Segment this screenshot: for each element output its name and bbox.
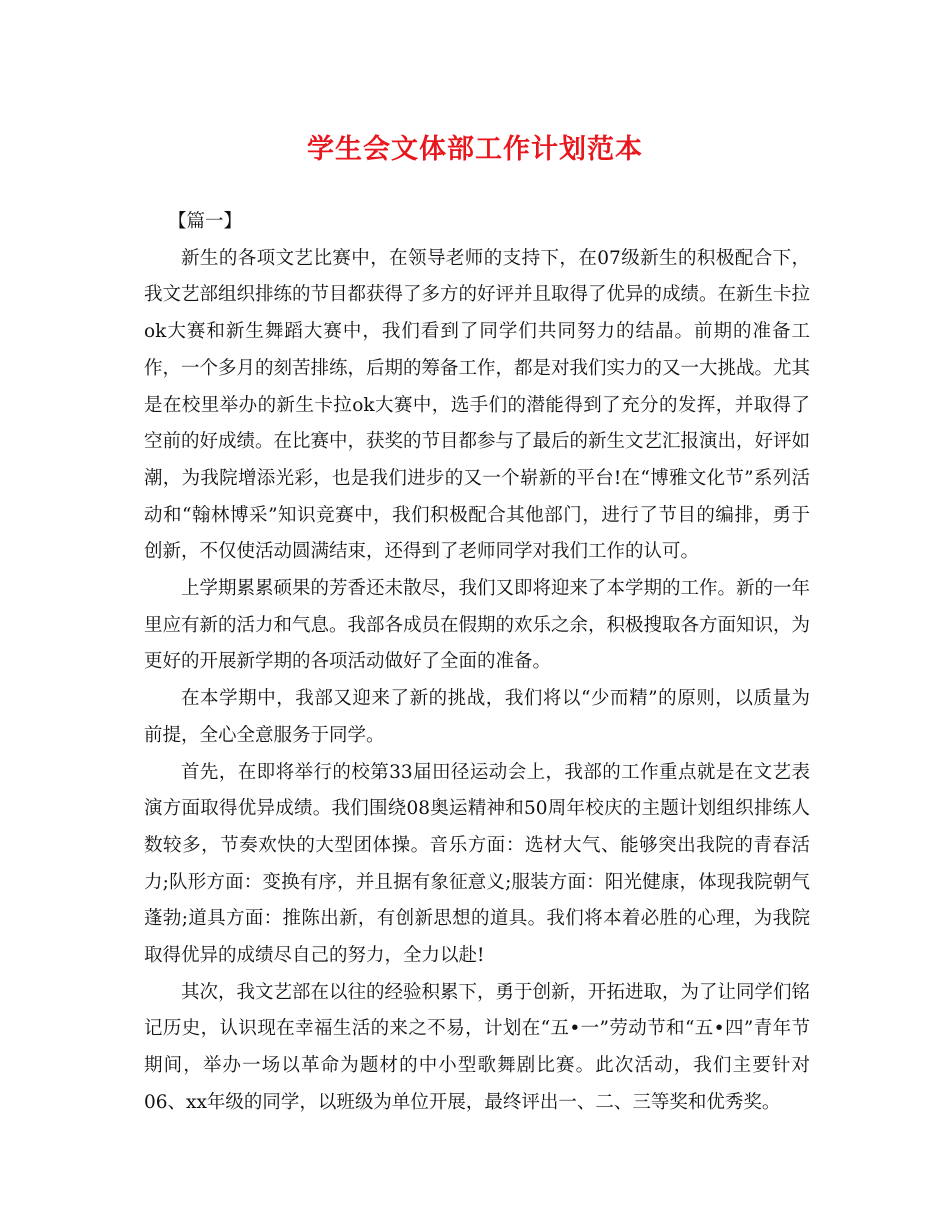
paragraph: 其次，我文艺部在以往的经验积累下，勇于创新，开拓进取，为了让同学们铭记历史，认识现在幸福生活的来之不易，计划在“五•一”劳动节和“五•四”青年节期间，举办一场以革命为题材的中小型歌舞剧比赛。此次活动，我们主要针对06、xx年级的同学，以班级为单位开展，最终评出一、二、三等奖和优秀奖。 bbox=[144, 981, 811, 1113]
document-body bbox=[144, 204, 810, 1122]
paragraph: 在本学期中，我部又迎来了新的挑战，我们将以“少而精”的原则，以质量为前提，全心全意服务于同学。 bbox=[144, 688, 810, 746]
paragraph: 上学期累累硕果的芳香还未散尽，我们又即将迎来了本学期的工作。新的一年里应有新的活力和气息。我部各成员在假期的欢乐之余，积极搜取各方面知识，为更好的开展新学期的各项活动做好了全面的准备。 bbox=[144, 578, 811, 673]
document-title: 学生会文体部工作计划范本 bbox=[307, 134, 643, 165]
section-label: 【篇一】 bbox=[168, 211, 243, 232]
paragraph: 首先，在即将举行的校第33届田径运动会上，我部的工作重点就是在文艺表演方面取得优异成绩。我们围绕08奥运精神和50周年校庆的主题计划组织排练人数较多，节奏欢快的大型团体操。音乐方面：选材大气、能够突出我院的青春活力;队形方面：变换有序，并且据有象征意义;服装方面：阳光健康，体现我院朝气蓬勃;道具方面：推陈出新，有创新思想的道具。我们将本着必胜的心理，为我院取得优异的成绩尽自己的努力，全力以赴! bbox=[144, 761, 810, 967]
paragraph: 新生的各项文艺比赛中，在领导老师的支持下，在07级新生的积极配合下，我文艺部组织排练的节目都获得了多方的好评并且取得了优异的成绩。在新生卡拉ok大赛和新生舞蹈大赛中，我们看到了同学们共同努力的结晶。前期的准备工作，一个多月的刻苦排练，后期的筹备工作，都是对我们实力的又一大挑战。尤其是在校里举办的新生卡拉ok大赛中，选手们的潜能得到了充分的发挥，并取得了空前的好成绩。在比赛中，获奖的节目都参与了最后的新生文艺汇报演出，好评如潮，为我院增添光彩，也是我们进步的又一个崭新的平台!在“博雅文化节”系列活动和“翰林博采”知识竞赛中，我们积极配合其他部门，进行了节目的编排，勇于创新，不仅使活动圆满结束，还得到了老师同学对我们工作的认可。 bbox=[144, 247, 811, 563]
